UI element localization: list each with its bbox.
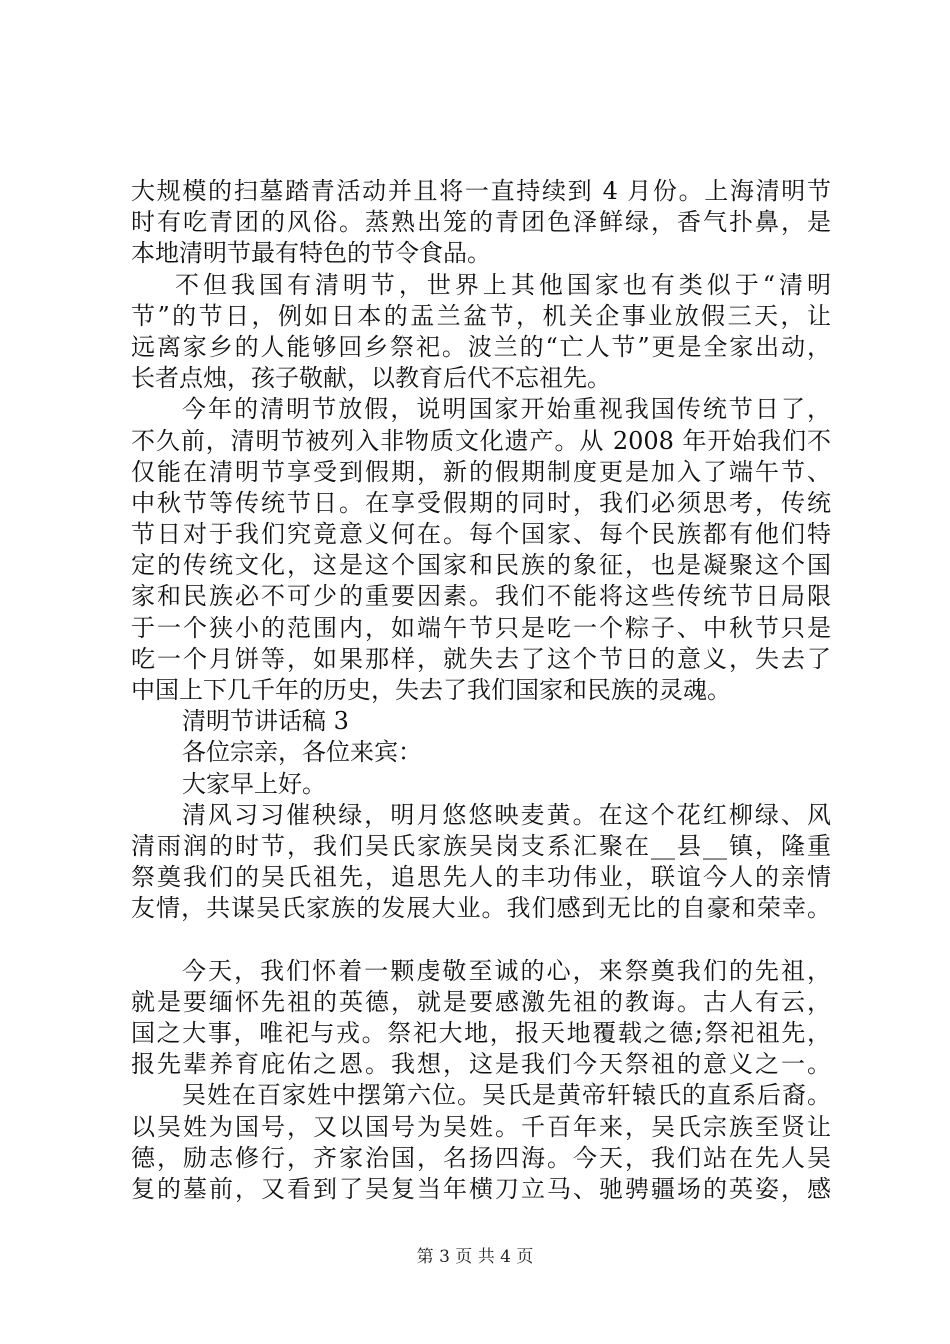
text-line: 本地清明节最有特色的节令食品。 xyxy=(131,239,491,268)
text-line: 国之大事，唯祀与戎。祭祀大地，报天地覆载之德;祭祀祖先， xyxy=(131,1019,831,1048)
text-line: 清风习习催秧绿，明月悠悠映麦黄。在这个花红柳绿、风 xyxy=(182,800,831,829)
text-line: 不久前，清明节被列入非物质文化遗产。从 2008 年开始我们不 xyxy=(131,426,831,455)
text-line: 长者点烛，孩子敬献，以教育后代不忘祖先。 xyxy=(131,364,611,393)
greeting: 大家早上好。 xyxy=(182,769,326,798)
text-line: 今天，我们怀着一颗虔敬至诚的心，来祭奠我们的先祖， xyxy=(182,956,831,985)
text-line: 吴姓在百家姓中摆第六位。吴氏是黄帝轩辕氏的直系后裔。 xyxy=(182,1081,831,1110)
text-line: 节”的节日，例如日本的盂兰盆节，机关企事业放假三天，让 xyxy=(131,301,831,330)
text-line: 友情，共谋吴氏家族的发展大业。我们感到无比的自豪和荣幸。 xyxy=(131,894,831,923)
text-line: 于一个狭小的范围内，如端午节只是吃一个粽子、中秋节只是 xyxy=(131,613,831,642)
text-line: 节日对于我们究竟意义何在。每个国家、每个民族都有他们特 xyxy=(131,520,831,549)
page-footer xyxy=(0,1246,950,1268)
text-line: 不但我国有清明节，世界上其他国家也有类似于“清明 xyxy=(175,270,831,299)
text-line: 清雨润的时节，我们吴氏家族吴岗支系汇聚在__县__镇，隆重 xyxy=(131,831,831,860)
text-line: 祭奠我们的吴氏祖先，追思先人的丰功伟业，联谊今人的亲情 xyxy=(131,863,831,892)
text-line: 报先辈养育庇佑之恩。我想，这是我们今天祭祖的意义之一。 xyxy=(131,1050,831,1079)
text-line: 吃一个月饼等，如果那样，就失去了这个节日的意义，失去了 xyxy=(131,644,831,673)
text-line: 中国上下几千年的历史，失去了我们国家和民族的灵魂。 xyxy=(131,676,731,704)
text-line: 就是要缅怀先祖的英德，就是要感激先祖的教诲。古人有云， xyxy=(131,987,831,1016)
text-line: 今年的清明节放假，说明国家开始重视我国传统节日了， xyxy=(182,395,831,424)
text-line: 家和民族必不可少的重要因素。我们不能将这些传统节日局限 xyxy=(131,582,831,611)
section-heading: 清明节讲话稿 3 xyxy=(182,707,349,736)
text-line: 德，励志修行，齐家治国，名扬四海。今天，我们站在先人吴 xyxy=(131,1143,831,1172)
text-line: 仅能在清明节享受到假期，新的假期制度更是加入了端午节、 xyxy=(131,457,831,486)
text-line: 复的墓前，又看到了吴复当年横刀立马、驰骋疆场的英姿，感 xyxy=(131,1175,831,1203)
blank-line xyxy=(131,925,831,956)
text-line: 远离家乡的人能够回乡祭祀。波兰的“亡人节”更是全家出动， xyxy=(131,332,831,361)
text-line: 中秋节等传统节日。在享受假期的同时，我们必须思考，传统 xyxy=(131,488,831,517)
page-number: 第 3 页 共 4 页 xyxy=(416,1247,534,1267)
text-line: 以吴姓为国号，又以国号为吴姓。千百年来，吴氏宗族至贤让 xyxy=(131,1112,831,1141)
text-line: 大规模的扫墓踏青活动并且将一直持续到 4 月份。上海清明节 xyxy=(131,177,831,205)
document-body xyxy=(131,176,831,1205)
text-line: 定的传统文化，这是这个国家和民族的象征，也是凝聚这个国 xyxy=(131,551,831,580)
salutation: 各位宗亲，各位来宾： xyxy=(182,738,422,767)
text-line: 时有吃青团的风俗。蒸熟出笼的青团色泽鲜绿，香气扑鼻，是 xyxy=(131,208,831,237)
